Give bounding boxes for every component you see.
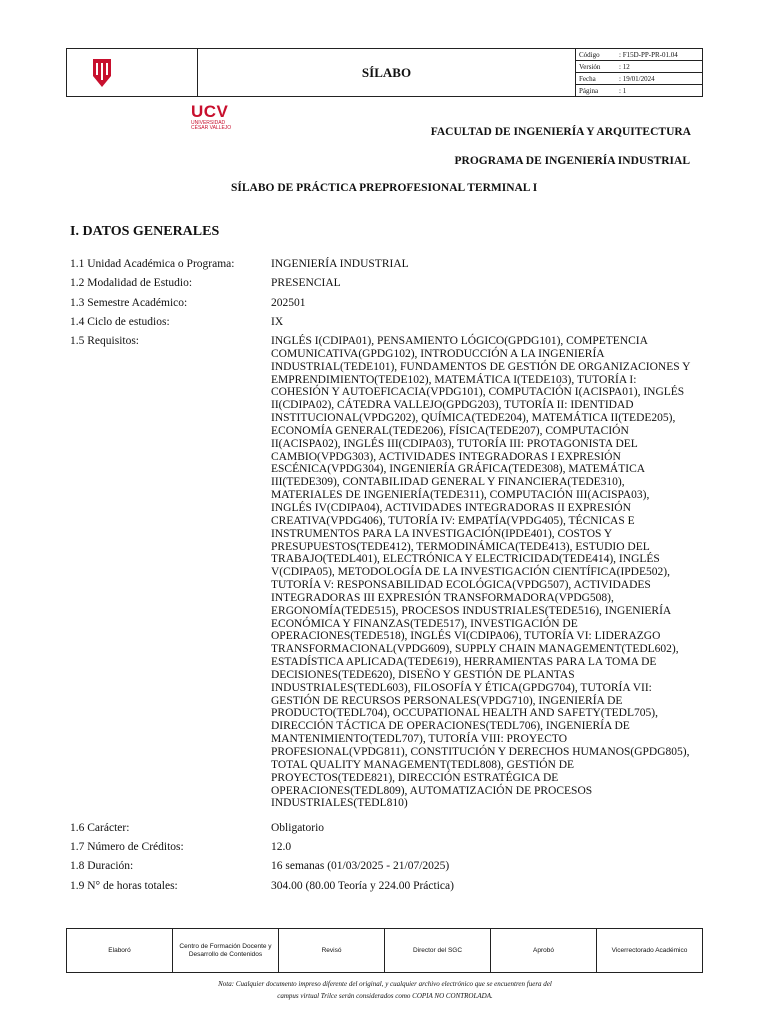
value-horas: 304.00 (80.00 Teoría y 224.00 Práctica) bbox=[271, 880, 454, 892]
footer-cell-vicerrectorado: Vicerrectorado Académico bbox=[611, 946, 688, 954]
ucv-logo bbox=[67, 49, 232, 131]
meta-row: Fecha : 19/01/2024 bbox=[576, 73, 702, 85]
logo-sub1: UNIVERSIDAD bbox=[191, 120, 226, 126]
doc-title: SÍLABO bbox=[198, 49, 576, 96]
label-caracter: 1.6 Carácter: bbox=[70, 822, 130, 834]
footer-note-line1: Nota: Cualquier documento impreso diferente del original, y cualquier archivo electrónico que se encuentren fuera del bbox=[218, 980, 552, 988]
value-duracion: 16 semanas (01/03/2025 - 21/07/2025) bbox=[271, 860, 450, 872]
value-unidad: INGENIERÍA INDUSTRIAL bbox=[271, 258, 409, 270]
footer-note-line2: campus virtual Trilce serán considerados como COPIA NO CONTROLADA. bbox=[277, 992, 493, 1000]
value-semestre: 202501 bbox=[271, 297, 306, 309]
ucv-shield-icon bbox=[90, 56, 174, 90]
document-header bbox=[66, 48, 703, 131]
value-caracter: Obligatorio bbox=[271, 822, 325, 834]
logo-sub2: CÉSAR VALLEJO bbox=[191, 125, 232, 131]
footer-cell-director: Director del SGC bbox=[385, 929, 491, 972]
faculty-heading: FACULTAD DE INGENIERÍA Y ARQUITECTURA bbox=[430, 126, 691, 138]
label-duracion: 1.8 Duración: bbox=[70, 860, 134, 872]
footer-cell-elaboro: Elaboró bbox=[67, 929, 173, 972]
meta-row: Versión : 12 bbox=[576, 61, 702, 73]
approval-table bbox=[66, 928, 703, 973]
program-heading: PROGRAMA DE INGENIERÍA INDUSTRIAL bbox=[454, 155, 690, 167]
value-creditos: 12.0 bbox=[271, 841, 292, 853]
value-ciclo: IX bbox=[271, 316, 284, 328]
footer-cell-centro: Centro de Formación Docente y Desarrollo de Contenidos bbox=[173, 929, 279, 972]
label-ciclo: 1.4 Ciclo de estudios: bbox=[70, 316, 170, 328]
meta-row: Página : 1 bbox=[579, 87, 627, 95]
label-modalidad: 1.2 Modalidad de Estudio: bbox=[70, 277, 193, 289]
footer-cell-aprobo: Aprobó bbox=[491, 929, 597, 972]
syllabus-heading: SÍLABO DE PRÁCTICA PREPROFESIONAL TERMINAL I bbox=[231, 182, 538, 194]
meta-row: Código : F15D-PP-PR-01.04 bbox=[576, 49, 702, 61]
label-creditos: 1.7 Número de Créditos: bbox=[70, 841, 184, 853]
value-modalidad: PRESENCIAL bbox=[271, 277, 341, 289]
doc-meta-table bbox=[576, 49, 702, 96]
footer-cell-reviso: Revisó bbox=[279, 929, 385, 972]
label-horas: 1.9 N° de horas totales: bbox=[70, 880, 178, 892]
logo-brand: UCV bbox=[191, 102, 229, 121]
section-title: I. DATOS GENERALES bbox=[70, 224, 220, 239]
value-requisitos: INGLÉS I(CDIPA01), PENSAMIENTO LÓGICO(GPDG101), COMPETENCIA COMUNICATIVA(GPDG102), INTRODUCCIÓN A LA INGENIERÍA INDUSTRIAL(TEDE101), FUNDAMENTOS DE GESTIÓN DE ORGANIZACIONES Y EMPRENDIMIENTO(TEDE102), MATEMÁTICA I(TEDE103), TUTORÍA I: COHESIÓN Y AUTOEFICACIA(VPDG101), COMPUTACIÓN I(ACISPA01), INGLÉS II(CDIPA02), CÁTEDRA VALLEJO(GPDG203), TUTORÍA II: IDENTIDAD INSTITUCIONAL(VPDG202), QUÍMICA(TEDE204), MATEMÁTICA II(TEDE205), ECONOMÍA GENERAL(TEDE206), FÍSICA(TEDE207), COMPUTACIÓN II(ACISPA02), INGLÉS III(CDIPA03), TUTORÍA III: PROTAGONISTA DEL CAMBIO(VPDG303), ACTIVIDADES INTEGRADORAS I EXPRESIÓN ESCÉNICA(VPDG304), INGENIERÍA GRÁFICA(TEDE308), MATEMÁTICA III(TEDE309), CONTABILIDAD GENERAL Y FINANCIERA(TEDE310), MATERIALES DE INGENIERÍA(TEDE311), COMPUTACIÓN III(ACISPA03), INGLÉS IV(CDIPA04), ACTIVIDADES INTEGRADORAS II EXPRESIÓN CREATIVA(VPDG406), TUTORÍA IV: EMPATÍA(VPDG405), TÉCNICAS E INSTRUMENTOS PARA LA INVESTIGACIÓN(IPDE401), COSTOS Y PRESUPUESTOS(TEDE412), TERMODINÁMICA(TEDE413), ESTUDIO DEL TRABAJO(TEDL401), ELECTRÓNICA Y ELECTRICIDAD(TEDE414), INGLÉS V(CDIPA05), METODOLOGÍA DE LA INVESTIGACIÓN CIENTÍFICA(IPDE502), TUTORÍA V: RESPONSABILIDAD ECOLÓGICA(VPDG507), ACTIVIDADES INTEGRADORAS III EXPRESIÓN TRANSFORMADORA(VPDG508), ERGONOMÍA(TEDE515), PROCESOS INDUSTRIALES(TEDE516), INGENIERÍA ECONÓMICA Y FINANZAS(TEDE517), INVESTIGACIÓN DE OPERACIONES(TEDE518), INGLÉS VI(CDIPA06), TUTORÍA VI: LIDERAZGO TRANSFORMACIONAL(VPDG609), SUPPLY CHAIN MANAGEMENT(TEDL602), ESTADÍSTICA APLICADA(TEDE619), HERRAMIENTAS PARA LA TOMA DE DECISIONES(TEDE620), DISEÑO Y GESTIÓN DE PLANTAS INDUSTRIALES(TEDL603), FILOSOFÍA Y ÉTICA(GPDG704), TUTORÍA VII: GESTIÓN DE RECURSOS PERSONALES(VPDG710), INGENIERÍA DE PRODUCTO(TEDL704), OCCUPATIONAL HEALTH AND SAFETY(TEDL705), DIRECCIÓN TÁCTICA DE OPERACIONES(TEDL706), INGENIERÍA DE MANTENIMIENTO(TEDL707), TUTORÍA VIII: PROYECTO PROFESIONAL(VPDG811), CONSTITUCIÓN Y DERECHOS HUMANOS(GPDG805), TOTAL QUALITY MANAGEMENT(TEDL808), GESTIÓN DE PROYECTOS(TEDE821), DIRECCIÓN ESTRATÉGICA DE OPERACIONES(TEDL809), AUTOMATIZACIÓN DE PROCESOS INDUSTRIALES(TEDL810) bbox=[271, 335, 690, 810]
label-requisitos: 1.5 Requisitos: bbox=[70, 335, 140, 347]
footer-note bbox=[150, 978, 620, 1002]
label-semestre: 1.3 Semestre Académico: bbox=[70, 297, 188, 309]
label-unidad: 1.1 Unidad Académica o Programa: bbox=[70, 258, 235, 270]
